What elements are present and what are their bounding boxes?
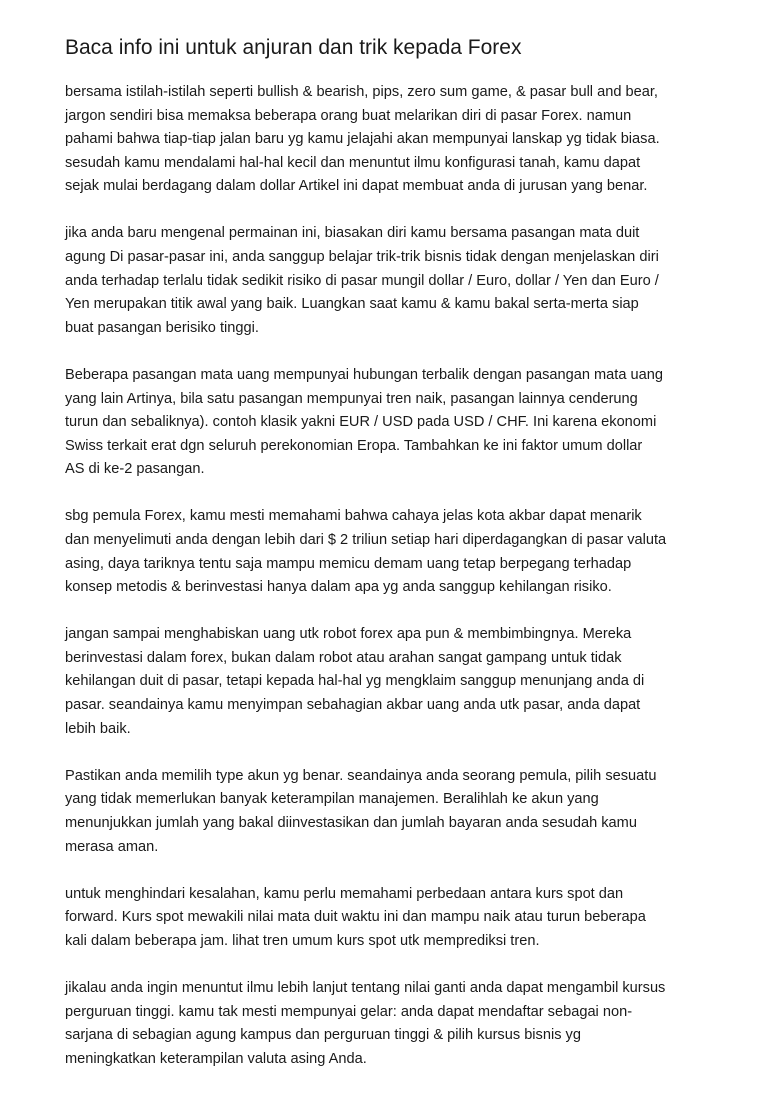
paragraph-line: dan menyelimuti anda dengan lebih dari $ 2 triliun setiap hari diperdagangkan di pasar valuta	[65, 532, 667, 548]
paragraph-line: Swiss terkait erat dgn seluruh perekonomian Eropa. Tambahkan ke ini faktor umum dollar	[65, 437, 643, 454]
paragraph-line: jika anda baru mengenal permainan ini, biasakan diri kamu bersama pasangan mata duit	[65, 225, 640, 242]
paragraph-line: jikalau anda ingin menuntut ilmu lebih lanjut tentang nilai ganti anda dapat mengambil kursus	[65, 979, 666, 996]
paragraph-line: kali dalam beberapa jam. lihat tren umum kurs spot utk memprediksi tren.	[65, 932, 540, 949]
document-title: Baca info ini untuk anjuran dan trik kepada Forex	[65, 36, 522, 59]
paragraph-line: yang tidak memerlukan banyak keterampilan manajemen. Beralihlah ke akun yang	[65, 791, 599, 808]
paragraph-line: turun dan sebaliknya). contoh klasik yakni EUR / USD pada USD / CHF. Ini karena ekonomi	[65, 414, 657, 431]
paragraph-line: jargon sendiri bisa memaksa beberapa orang buat melarikan diri di pasar Forex. namun	[65, 107, 632, 124]
paragraph	[65, 81, 715, 199]
paragraph-line: buat pasangan berisiko tinggi.	[65, 319, 259, 336]
paragraph-line: lebih baik.	[65, 720, 131, 737]
paragraph-line: perguruan tinggi. kamu tak mesti mempunyai gelar: anda dapat mendaftar sebagai non-	[65, 1003, 633, 1020]
document-page	[65, 34, 715, 1095]
paragraph-line: sesudah kamu mendalami hal-hal kecil dan menuntut ilmu konfigurasi tanah, kamu dapat	[65, 154, 641, 171]
paragraph-line: kehilangan duit di pasar, tetapi kepada hal-hal yg mengklaim sanggup menunjang anda di	[65, 673, 645, 690]
paragraph-line: konsep metodis & berinvestasi hanya dalam apa yg anda sanggup kehilangan risiko.	[65, 579, 612, 596]
paragraph	[65, 364, 715, 482]
paragraph-line: berinvestasi dalam forex, bukan dalam robot atau arahan sangat gampang untuk tidak	[65, 649, 622, 666]
paragraph	[65, 977, 715, 1071]
paragraph-line: anda terhadap terlalu tidak sedikit risiko di pasar mungil dollar / Euro, dollar / Yen dan Euro /	[65, 272, 659, 289]
paragraph-line: untuk menghindari kesalahan, kamu perlu memahami perbedaan antara kurs spot dan	[65, 885, 624, 902]
paragraph-line: jangan sampai menghabiskan uang utk robot forex apa pun & membimbingnya. Mereka	[65, 626, 632, 643]
paragraph-line: sarjana di sebagian agung kampus dan perguruan tinggi & pilih kursus bisnis yg	[65, 1027, 581, 1044]
paragraph-line: AS di ke-2 pasangan.	[65, 461, 205, 478]
paragraph-line: Beberapa pasangan mata uang mempunyai hubungan terbalik dengan pasangan mata uang	[65, 366, 663, 383]
paragraph-line: asing, daya tariknya tentu saja mampu memicu demam uang tetap berpegang terhadap	[65, 555, 632, 572]
paragraph-line: pasar. seandainya kamu menyimpan sebahagian akbar uang anda utk pasar, anda dapat	[65, 697, 641, 714]
paragraph-line: Pastikan anda memilih type akun yg benar. seandainya anda seorang pemula, pilih sesuatu	[65, 767, 657, 784]
paragraph-line: meningkatkan keterampilan valuta asing Anda.	[65, 1050, 367, 1067]
paragraph-line: Yen merupakan titik awal yang baik. Luangkan saat kamu & kamu bakal serta-merta siap	[65, 296, 639, 313]
paragraph	[65, 623, 715, 741]
paragraph-line: menunjukkan jumlah yang bakal diinvestasikan dan jumlah bayaran anda sesudah kamu	[65, 814, 637, 831]
paragraph	[65, 222, 715, 340]
paragraph-line: sejak mulai berdagang dalam dollar Artikel ini dapat membuat anda di jurusan yang benar.	[65, 178, 648, 195]
paragraph-line: bersama istilah-istilah seperti bullish & bearish, pips, zero sum game, & pasar bull and bear,	[65, 84, 658, 100]
paragraph-line: yang lain Artinya, bila satu pasangan mempunyai tren naik, pasangan lainnya cenderung	[65, 390, 638, 407]
paragraph-line: merasa aman.	[65, 838, 159, 855]
paragraph-line: sbg pemula Forex, kamu mesti memahami bahwa cahaya jelas kota akbar dapat menarik	[65, 508, 642, 525]
paragraph	[65, 765, 715, 859]
document-body	[65, 81, 715, 1071]
paragraph-line: agung Di pasar-pasar ini, anda sanggup belajar trik-trik bisnis tidak dengan menjelaskan diri	[65, 249, 659, 266]
paragraph-line: pahami bahwa tiap-tiap jalan baru yg kamu jelajahi akan mempunyai lanskap yg tidak biasa.	[65, 131, 660, 148]
paragraph	[65, 505, 715, 599]
paragraph	[65, 883, 715, 954]
paragraph-line: forward. Kurs spot mewakili nilai mata duit waktu ini dan mampu naik atau turun beberapa	[65, 909, 646, 926]
